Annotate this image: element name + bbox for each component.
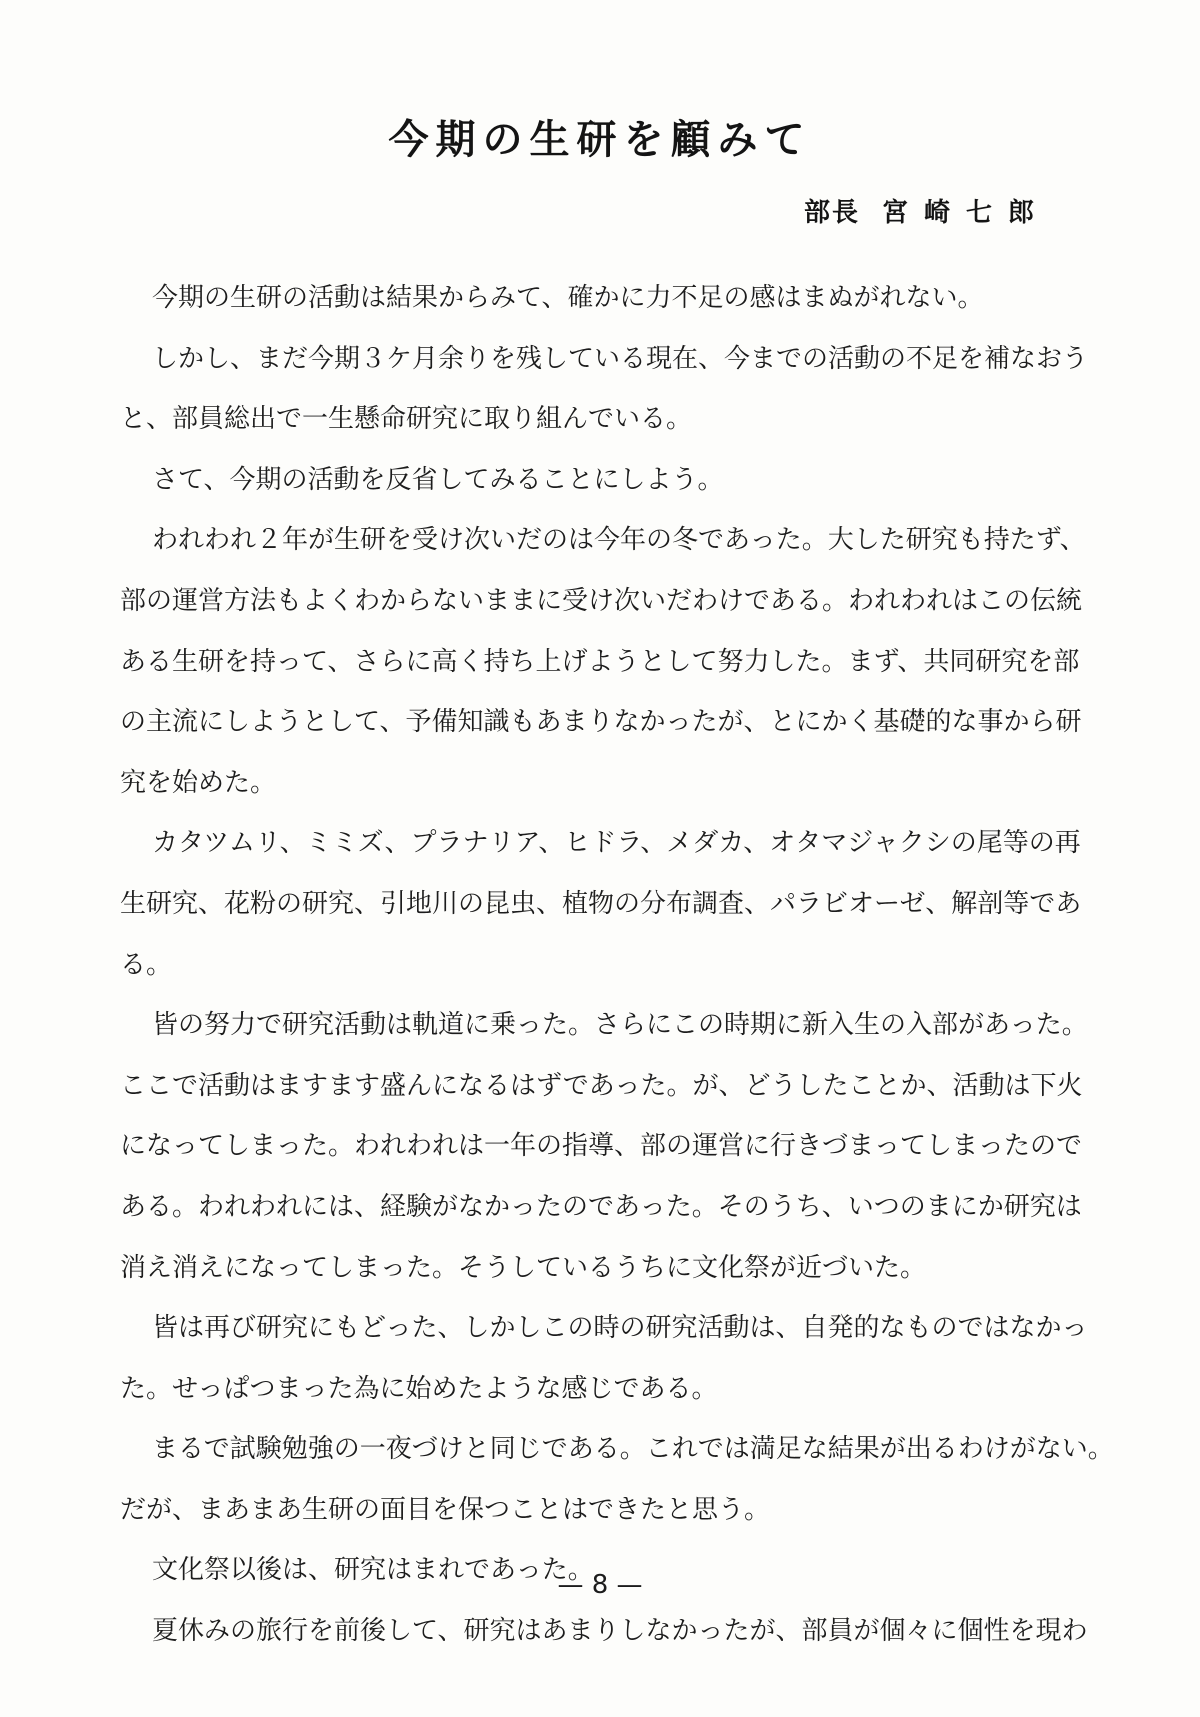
body-line: る。	[120, 949, 173, 980]
body-line: われわれ２年が生研を受け次いだのは今年の冬であった。大した研究も持たず、	[152, 525, 1086, 556]
body-line: た。せっぱつまった為に始めたような感じである。	[120, 1373, 718, 1404]
body-line: ある。われわれには、経験がなかったのであった。そのうち、いつのまにか研究は	[120, 1191, 1082, 1222]
author-name: 宮崎七郎	[881, 198, 1050, 228]
document-title: 今期の生研を顧みて	[388, 116, 812, 163]
body-line: 消え消えになってしまった。そうしているうちに文化祭が近づいた。	[120, 1252, 927, 1283]
body-line: しかし、まだ今期３ケ月余りを残している現在、今までの活動の不足を補なおう	[152, 343, 1089, 374]
body-line: と、部員総出で一生懸命研究に取り組んでいる。	[120, 404, 693, 435]
body-line: だが、まあまあ生研の面目を保つことはできたと思う。	[120, 1494, 771, 1525]
author-role: 部長	[803, 198, 860, 228]
body-line: 文化祭以後は、研究はまれであった。	[152, 1555, 594, 1586]
body-line: になってしまった。われわれは一年の指導、部の運営に行きづまってしまったので	[120, 1131, 1083, 1162]
body-line: 皆は再び研究にもどった、しかしこの時の研究活動は、自発的なものではなかっ	[152, 1313, 1088, 1344]
body-line: の主流にしようとして、予備知識もあまりなかったが、とにかく基礎的な事から研	[120, 707, 1082, 738]
body-line: ここで活動はますます盛んになるはずであった。が、どうしたことか、活動は下火	[120, 1070, 1083, 1101]
body-line: ある生研を持って、さらに高く持ち上げようとして努力した。まず、共同研究を部	[120, 646, 1080, 677]
body-line: 部の運営方法もよくわからないままに受け次いだわけである。われわれはこの伝統	[120, 585, 1083, 616]
body-line: さて、今期の活動を反省してみることにしよう。	[152, 464, 724, 495]
author-byline	[804, 192, 1050, 229]
body-line: 究を始めた。	[120, 767, 277, 798]
body-line: 生研究、花粉の研究、引地川の昆虫、植物の分布調査、パラビオーゼ、解剖等であ	[120, 888, 1082, 919]
body-line: 今期の生研の活動は結果からみて、確かに力不足の感はまぬがれない。	[152, 283, 984, 313]
body-line: 夏休みの旅行を前後して、研究はあまりしなかったが、部員が個々に個性を現わ	[152, 1616, 1088, 1647]
body-line: まるで試験勉強の一夜づけと同じである。これでは満足な結果が出るわけがない。	[152, 1434, 1114, 1465]
document-body	[120, 268, 1114, 1662]
page-number: — 8 —	[557, 1570, 643, 1600]
body-line: 皆の努力で研究活動は軌道に乗った。さらにこの時期に新入生の入部があった。	[152, 1010, 1088, 1041]
body-line: カタツムリ、ミミズ、プラナリア、ヒドラ、メダカ、オタマジャクシの尾等の再	[152, 828, 1081, 859]
